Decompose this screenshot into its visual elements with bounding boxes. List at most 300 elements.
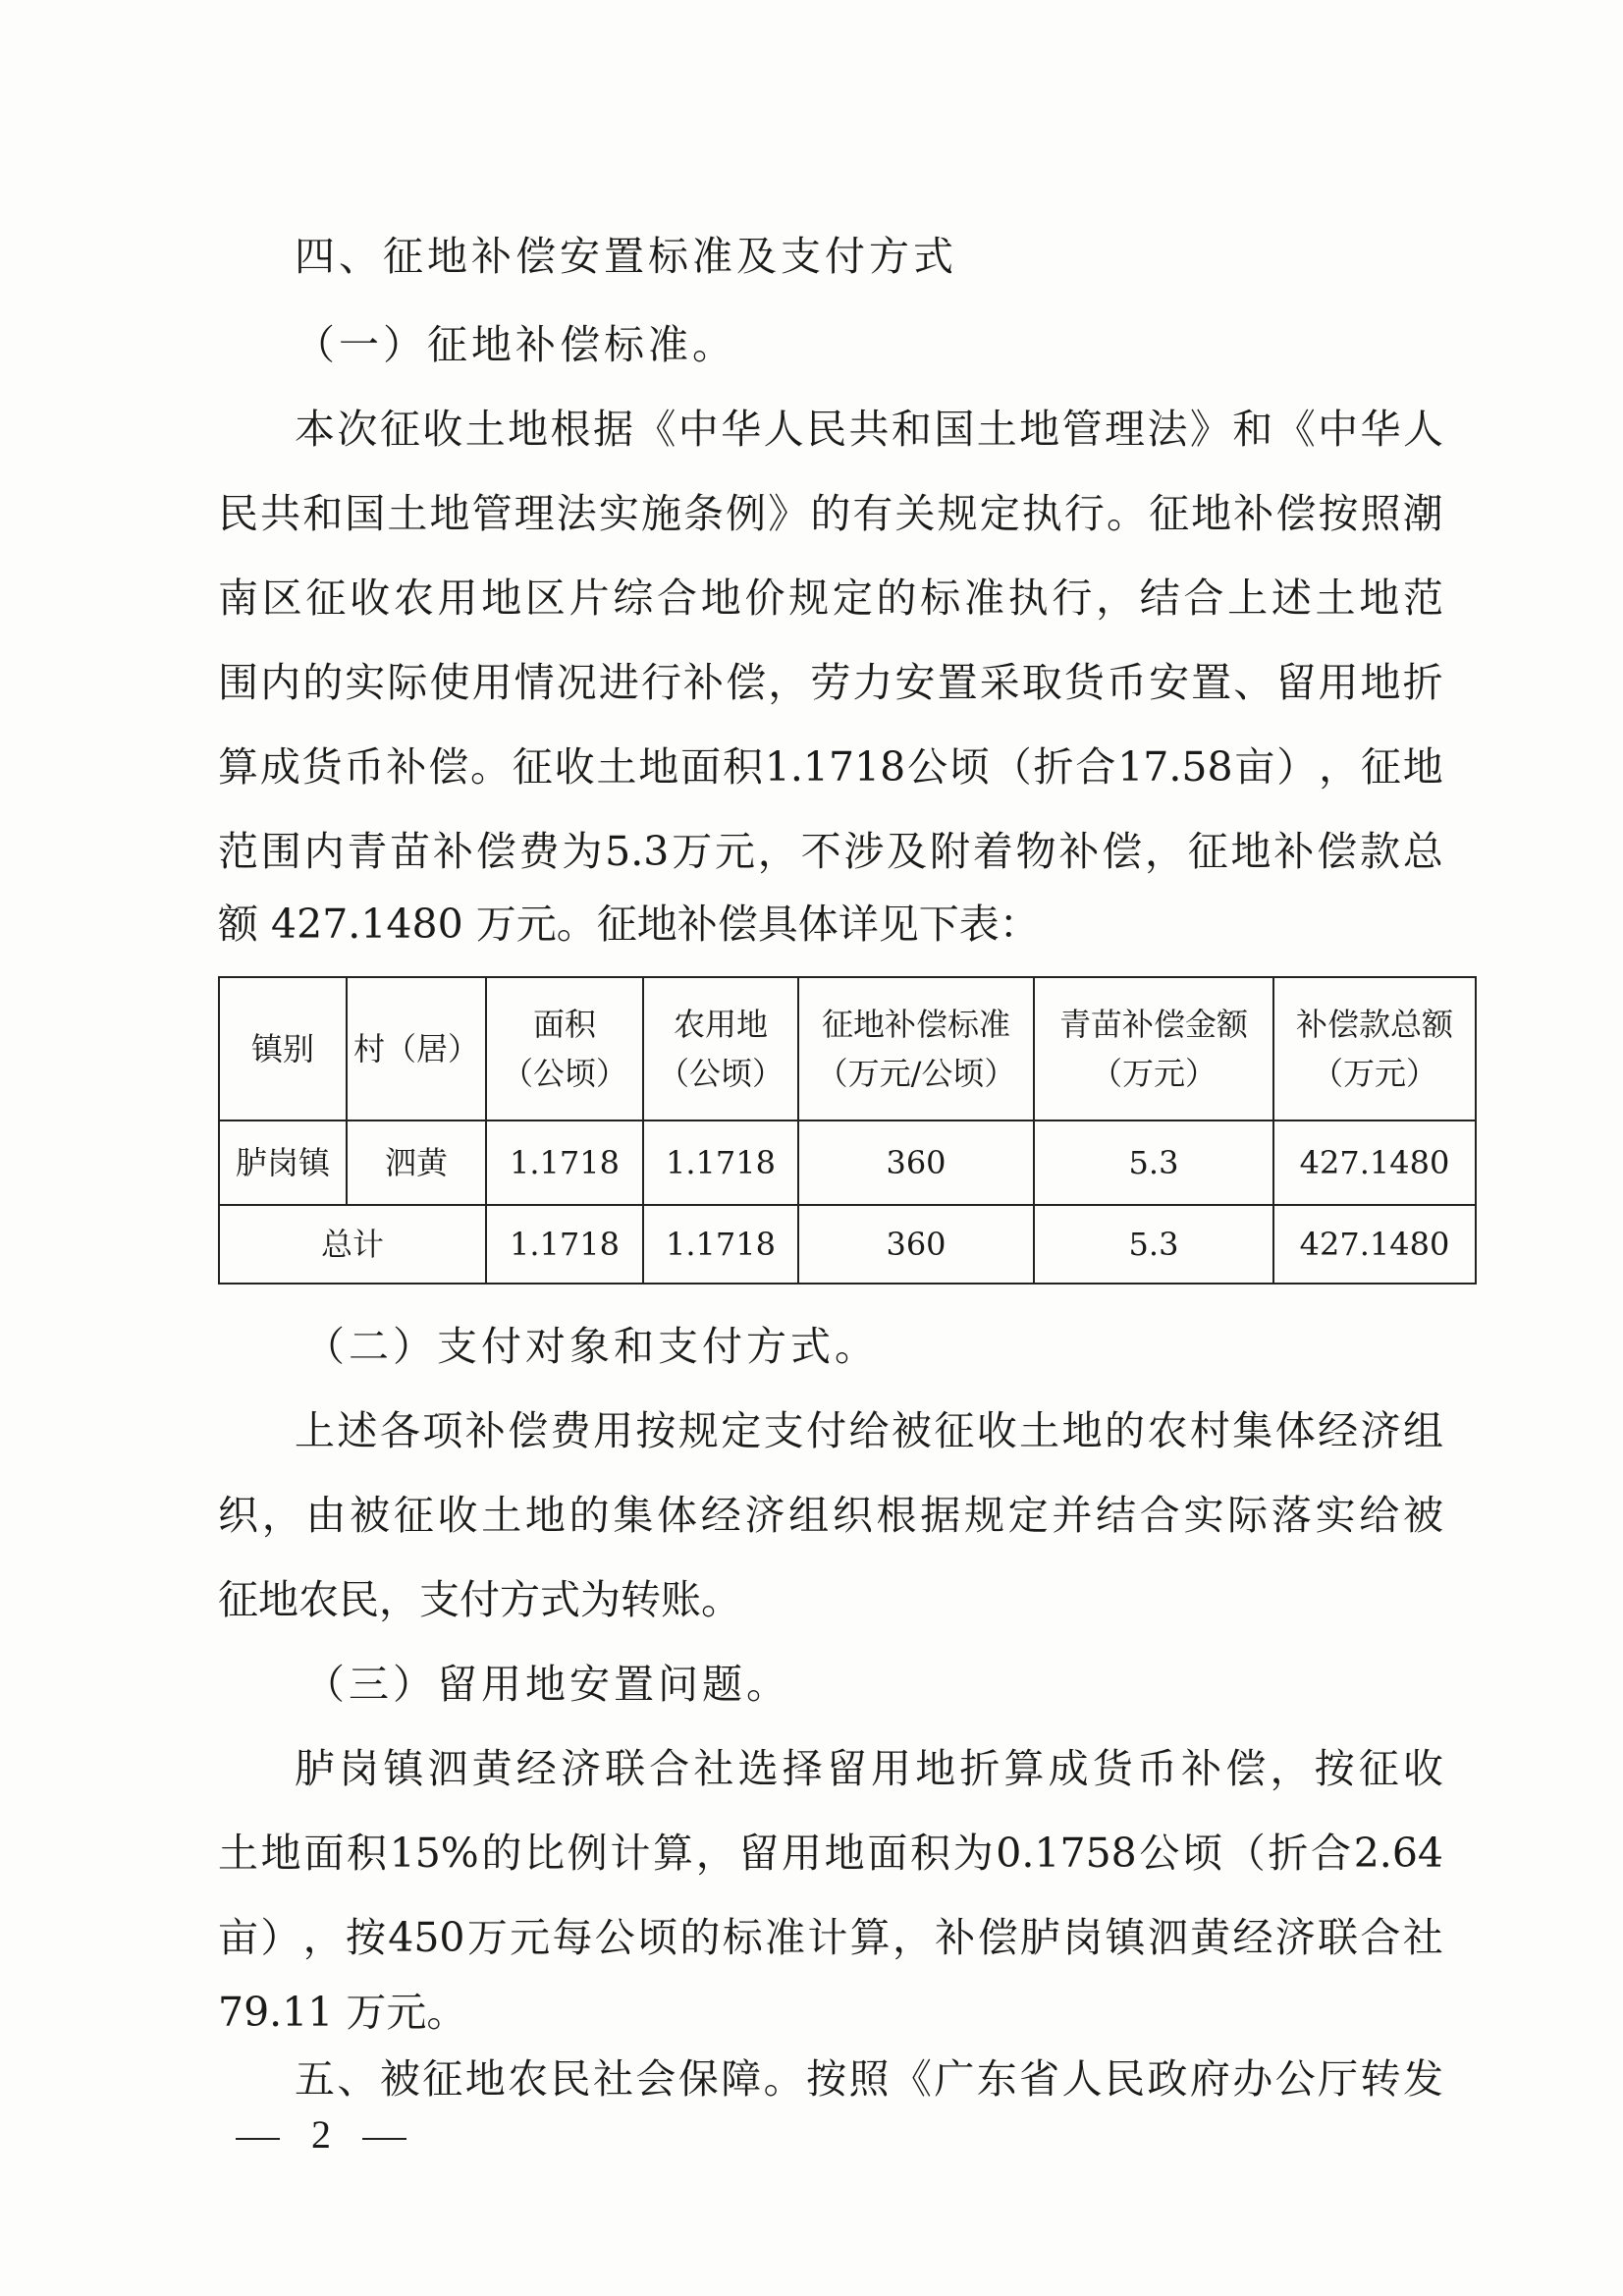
glyph: 收	[554, 743, 595, 791]
glyph: 偿	[1102, 828, 1143, 875]
glyph: 村	[1189, 1407, 1230, 1454]
glyph: 人	[1402, 406, 1443, 453]
para1-line-2	[218, 489, 1443, 538]
glyph: 公	[1139, 1830, 1180, 1877]
header-total-l1: 补偿款总额	[1295, 1006, 1453, 1043]
glyph: 照	[1360, 490, 1401, 537]
glyph: 用	[592, 1407, 633, 1454]
glyph: 17.58	[1117, 743, 1233, 791]
header-seedling	[1034, 977, 1273, 1121]
glyph: 规	[788, 574, 830, 622]
glyph: 被	[350, 1492, 391, 1539]
glyph: 范	[1402, 574, 1443, 622]
glyph: 留	[738, 1830, 780, 1877]
glyph: 有	[852, 490, 893, 537]
glyph: 《	[1274, 406, 1316, 453]
glyph: 成	[259, 743, 300, 791]
glyph: 理	[514, 490, 555, 537]
summary-label: 总计	[219, 1205, 486, 1284]
glyph: 《	[635, 406, 676, 453]
cell-area: 1.1718	[486, 1121, 643, 1205]
glyph: 比	[524, 1830, 566, 1877]
glyph: 落	[1271, 1492, 1312, 1539]
glyph: 为	[952, 1830, 994, 1877]
glyph: 准	[963, 574, 1004, 622]
glyph: 择	[782, 1745, 823, 1792]
para3-line-2	[218, 1829, 1443, 1878]
glyph: 法	[1147, 406, 1188, 453]
glyph: 支	[763, 1407, 804, 1454]
glyph: 征	[1358, 1745, 1399, 1792]
glyph: 补	[464, 1407, 506, 1454]
glyph: 顷	[1182, 1830, 1223, 1877]
glyph: 地	[260, 1830, 301, 1877]
glyph: 。	[469, 743, 511, 791]
glyph: 定	[832, 574, 873, 622]
glyph: 中	[677, 406, 719, 453]
header-area-l1: 面积	[532, 1006, 596, 1043]
glyph: 合	[1311, 1830, 1352, 1877]
glyph: 经	[1318, 1407, 1359, 1454]
glyph: ，	[1319, 743, 1360, 791]
glyph: 0.1758	[996, 1830, 1137, 1877]
glyph: ，	[1270, 1745, 1311, 1792]
glyph: 人	[763, 406, 804, 453]
glyph: 选	[737, 1745, 779, 1792]
glyph: 地	[638, 743, 679, 791]
glyph: 土	[1019, 1407, 1060, 1454]
glyph: 币	[344, 743, 385, 791]
glyph: 集	[1232, 1407, 1273, 1454]
header-total	[1273, 977, 1476, 1121]
glyph: 货	[1092, 1745, 1133, 1792]
glyph: 的	[481, 1830, 522, 1877]
glyph: 1.1718	[764, 743, 906, 791]
glyph: 》	[1189, 406, 1230, 453]
glyph: 补	[683, 659, 725, 706]
glyph: 述	[337, 1407, 378, 1454]
glyph: 区	[524, 574, 566, 622]
glyph: 征	[393, 1492, 434, 1539]
glyph: 公	[1274, 2055, 1316, 2103]
glyph: 收	[1402, 1745, 1443, 1792]
cell-standard: 360	[798, 1121, 1034, 1205]
glyph: 补	[1058, 828, 1100, 875]
summary-total: 427.1480	[1273, 1205, 1476, 1284]
glyph: 2.64	[1353, 1830, 1443, 1877]
glyph: 片	[568, 574, 610, 622]
glyph: 组	[788, 1492, 830, 1539]
glyph: 涉	[843, 828, 885, 875]
glyph: 和	[1232, 406, 1273, 453]
glyph: 面	[303, 1830, 345, 1877]
header-area	[486, 977, 643, 1121]
glyph: 条	[683, 490, 725, 537]
glyph: 置	[1191, 659, 1232, 706]
glyph: 共	[260, 490, 301, 537]
table-header-row	[219, 977, 1476, 1121]
header-farmland-l1: 农用地	[673, 1006, 768, 1043]
glyph: 被	[1402, 1492, 1443, 1539]
para2-line-2	[218, 1491, 1443, 1540]
glyph: 黄	[1190, 1914, 1231, 1961]
glyph: 国	[934, 406, 975, 453]
glyph: 实	[1183, 1492, 1224, 1539]
glyph: 规	[677, 1407, 719, 1454]
glyph: 450	[388, 1914, 465, 1961]
glyph: 土	[1315, 574, 1356, 622]
glyph: 被	[379, 2055, 420, 2103]
glyph: 土	[387, 490, 428, 537]
glyph: 规	[937, 490, 978, 537]
glyph: 上	[295, 1407, 335, 1454]
glyph: 征	[1360, 743, 1401, 791]
glyph: 按	[1314, 1745, 1355, 1792]
glyph: 合	[1139, 1492, 1180, 1539]
glyph: 的	[810, 490, 851, 537]
glyph: 的	[679, 1914, 721, 1961]
glyph: 价	[744, 574, 785, 622]
glyph: 项	[422, 1407, 463, 1454]
para1-line-6	[218, 827, 1443, 876]
glyph: 准	[765, 1914, 806, 1961]
glyph: 偿	[977, 1914, 1018, 1961]
glyph: 货	[301, 743, 343, 791]
glyph: 围	[218, 659, 258, 706]
glyph: 共	[848, 406, 890, 453]
glyph: 给	[848, 1407, 890, 1454]
glyph: 规	[963, 1492, 1004, 1539]
glyph: 管	[471, 490, 513, 537]
glyph: 民	[1105, 2055, 1146, 2103]
glyph: ，	[1144, 828, 1185, 875]
glyph: 给	[1359, 1492, 1400, 1539]
glyph: 使	[429, 659, 470, 706]
glyph: 地	[700, 574, 741, 622]
glyph: 元	[510, 1914, 551, 1961]
glyph: 范	[218, 828, 258, 875]
header-standard-l2: （万元/公顷）	[816, 1055, 1016, 1092]
table-row	[219, 1121, 1476, 1205]
glyph: 胪	[1019, 1914, 1060, 1961]
glyph: ，	[768, 659, 809, 706]
glyph: 府	[1189, 2055, 1230, 2103]
glyph: 华	[721, 406, 762, 453]
glyph: 币	[1136, 1745, 1177, 1792]
glyph: 行	[1052, 574, 1093, 622]
glyph: 15%	[389, 1830, 479, 1877]
glyph: 并	[1052, 1492, 1093, 1539]
glyph: 进	[598, 659, 639, 706]
summary-seedling: 5.3	[1034, 1205, 1273, 1284]
glyph: 国	[345, 490, 386, 537]
glyph: 和	[302, 490, 344, 537]
glyph: 际	[1227, 1492, 1269, 1539]
glyph: 根	[876, 1492, 917, 1539]
glyph: 折	[959, 1745, 1001, 1792]
glyph: 保	[677, 2055, 719, 2103]
glyph: 计	[807, 1914, 848, 1961]
glyph: 法	[556, 490, 597, 537]
glyph: 采	[979, 659, 1020, 706]
glyph: 人	[1061, 2055, 1103, 2103]
glyph: 折	[1268, 1830, 1309, 1877]
glyph: 用	[1318, 659, 1359, 706]
glyph: （	[1224, 1830, 1266, 1877]
glyph: 内	[260, 659, 301, 706]
glyph: 附	[929, 828, 970, 875]
glyph: 济	[1274, 1914, 1316, 1961]
glyph: 合	[1360, 1914, 1401, 1961]
glyph: 标	[722, 1914, 763, 1961]
glyph: 转	[1360, 2055, 1401, 2103]
glyph: 不	[800, 828, 841, 875]
header-town: 镇别	[219, 977, 347, 1121]
glyph: 征	[934, 1407, 975, 1454]
glyph: 地	[1191, 490, 1232, 537]
glyph: 地	[464, 2055, 506, 2103]
glyph: 济	[1360, 1407, 1401, 1454]
glyph: 收	[437, 1492, 478, 1539]
cell-seedling: 5.3	[1034, 1121, 1273, 1205]
glyph: 地	[915, 1745, 956, 1792]
glyph: 用	[471, 659, 513, 706]
glyph: 由	[305, 1492, 347, 1539]
glyph: 地	[508, 406, 549, 453]
summary-standard: 360	[798, 1205, 1034, 1284]
glyph: 农	[393, 574, 434, 622]
page-number: 2	[311, 2112, 331, 2157]
glyph: 征	[512, 743, 553, 791]
para1-line-1	[295, 405, 1443, 454]
glyph: 定	[1007, 1492, 1049, 1539]
glyph: 总	[1402, 828, 1443, 875]
glyph: 积	[909, 1830, 950, 1877]
glyph: 《	[891, 2055, 932, 2103]
glyph: 元	[714, 828, 755, 875]
glyph: 面	[680, 743, 722, 791]
section-four-title: 四、征地补偿安置标准及支付方式	[295, 233, 957, 280]
glyph: 例	[726, 490, 767, 537]
glyph: 况	[556, 659, 597, 706]
glyph: 根	[550, 406, 591, 453]
glyph: 及	[887, 828, 928, 875]
glyph: 结	[1096, 1492, 1137, 1539]
glyph: 实	[1315, 1492, 1356, 1539]
cell-town: 胪岗镇	[219, 1121, 347, 1205]
glyph: 省	[1019, 2055, 1060, 2103]
glyph: 执	[1021, 490, 1062, 537]
glyph: 区	[261, 574, 302, 622]
glyph: 关	[894, 490, 936, 537]
glyph: 按	[345, 1914, 386, 1961]
glyph: 置	[937, 659, 978, 706]
glyph: 公	[907, 743, 948, 791]
para1-line-4	[218, 658, 1443, 707]
glyph: 土	[596, 743, 637, 791]
glyph: 收	[976, 1407, 1017, 1454]
glyph: 岗	[1062, 1914, 1104, 1961]
glyph: 潮	[1402, 490, 1443, 537]
header-farmland-l2: （公顷）	[657, 1055, 784, 1092]
glyph: 社	[1402, 1914, 1443, 1961]
glyph: 地	[1019, 406, 1060, 453]
glyph: 费	[518, 828, 560, 875]
glyph: 结	[1139, 574, 1180, 622]
glyph: 本	[295, 406, 335, 453]
glyph: 障	[721, 2055, 762, 2103]
glyph: 合	[1183, 574, 1224, 622]
glyph: 按	[806, 2055, 847, 2103]
glyph: 地	[1061, 1407, 1103, 1454]
para3-line-3	[218, 1913, 1443, 1962]
glyph: 亩	[1234, 743, 1275, 791]
glyph: ）	[260, 1914, 301, 1961]
glyph: 厅	[1318, 2055, 1359, 2103]
glyph: 政	[1147, 2055, 1188, 2103]
glyph: 民	[550, 2055, 591, 2103]
glyph: 织	[832, 1492, 873, 1539]
glyph: 标	[920, 574, 961, 622]
glyph: 内	[303, 828, 345, 875]
glyph: 取	[1021, 659, 1062, 706]
glyph: 管	[1061, 406, 1103, 453]
para2-line-1	[295, 1406, 1443, 1455]
glyph: 计	[610, 1830, 651, 1877]
glyph: 经	[1232, 1914, 1273, 1961]
para1-line-7: 额 427.1480 万元。征地补偿具体详见下表：	[218, 901, 1040, 948]
glyph: 的	[302, 659, 344, 706]
glyph: 织	[218, 1492, 258, 1539]
glyph: 合	[657, 574, 698, 622]
glyph: 合	[649, 1745, 690, 1792]
glyph: 青	[347, 828, 388, 875]
glyph: 安	[1149, 659, 1190, 706]
para3-line-4: 79.11 万元。	[218, 1989, 467, 2036]
cell-village: 泗黄	[347, 1121, 486, 1205]
glyph: 币	[1106, 659, 1147, 706]
glyph: 物	[1015, 828, 1056, 875]
glyph: （	[991, 743, 1032, 791]
glyph: 地	[1402, 743, 1443, 791]
glyph: 地	[524, 1492, 566, 1539]
glyph: 联	[1318, 1914, 1359, 1961]
para3-line-1	[295, 1744, 1443, 1793]
glyph: 综	[613, 574, 654, 622]
glyph: 理	[1105, 406, 1146, 453]
glyph: 征	[422, 2055, 463, 2103]
glyph: 济	[560, 1745, 601, 1792]
glyph: ）	[1276, 743, 1318, 791]
table-summary-row	[219, 1205, 1476, 1284]
glyph: 发	[1402, 2055, 1443, 2103]
glyph: 地	[1230, 828, 1271, 875]
glyph: 办	[1232, 2055, 1273, 2103]
glyph: 述	[1271, 574, 1312, 622]
glyph: 泗	[1147, 1914, 1188, 1961]
glyph: 万	[672, 828, 713, 875]
glyph: 算	[849, 1914, 891, 1961]
glyph: 积	[346, 1830, 387, 1877]
cell-farmland: 1.1718	[643, 1121, 798, 1205]
glyph: 顷	[637, 1914, 678, 1961]
glyph: 按	[635, 1407, 676, 1454]
glyph: 合	[1075, 743, 1116, 791]
header-seedling-l1: 青苗补偿金额	[1058, 1006, 1248, 1043]
glyph: 行	[640, 659, 681, 706]
glyph: 中	[1318, 406, 1359, 453]
glyph: 算	[653, 1830, 694, 1877]
glyph: 折	[1033, 743, 1074, 791]
glyph: 用	[437, 574, 478, 622]
para2-line-3: 征地农民，支付方式为转账。	[218, 1576, 741, 1623]
glyph: 土	[218, 1830, 258, 1877]
glyph: 货	[1063, 659, 1105, 706]
glyph: 顷	[948, 743, 990, 791]
glyph: 、	[337, 2055, 378, 2103]
glyph: 补	[935, 1914, 976, 1961]
glyph: 5.3	[605, 828, 670, 875]
glyph: 折	[1402, 659, 1443, 706]
glyph: 组	[1402, 1407, 1443, 1454]
glyph: 济	[744, 1492, 785, 1539]
footer-dash-right	[362, 2138, 406, 2140]
glyph: ，	[695, 1830, 736, 1877]
header-farmland	[643, 977, 798, 1121]
glyph: 岗	[339, 1745, 380, 1792]
header-village: 村（居）	[347, 977, 486, 1121]
glyph: 补	[432, 828, 473, 875]
glyph: 体	[1274, 1407, 1316, 1454]
glyph: 每	[552, 1914, 593, 1961]
glyph: 民	[218, 490, 258, 537]
glyph: 收	[350, 574, 391, 622]
header-standard	[798, 977, 1034, 1121]
glyph: 和	[891, 406, 932, 453]
glyph: 征	[379, 406, 420, 453]
glyph: 定	[721, 1407, 762, 1454]
glyph: 款	[1359, 828, 1400, 875]
glyph: 留	[826, 1745, 867, 1792]
glyph: 算	[1003, 1745, 1045, 1792]
glyph: ，	[302, 1914, 344, 1961]
glyph: 》	[768, 490, 809, 537]
glyph: 征	[1187, 828, 1228, 875]
glyph: 联	[605, 1745, 646, 1792]
glyph: 补	[386, 743, 427, 791]
glyph: 施	[640, 490, 681, 537]
glyph: 算	[218, 743, 258, 791]
section-five-line	[295, 2054, 1443, 2104]
footer-dash-left	[236, 2138, 280, 2140]
glyph: 土	[976, 406, 1017, 453]
compensation-table	[218, 976, 1477, 1285]
page-footer	[236, 2111, 406, 2158]
glyph: 万	[466, 1914, 508, 1961]
glyph: 。	[1106, 490, 1147, 537]
glyph: 留	[1275, 659, 1317, 706]
glyph: 用	[782, 1830, 823, 1877]
glyph: 偿	[726, 659, 767, 706]
glyph: 补	[1233, 490, 1274, 537]
sub-two-title: （二）支付对象和支付方式。	[304, 1323, 879, 1370]
glyph: 社	[693, 1745, 734, 1792]
glyph: 。	[763, 2055, 804, 2103]
glyph: 实	[598, 490, 639, 537]
glyph: ，	[892, 1914, 933, 1961]
glyph: 力	[852, 659, 893, 706]
glyph: 被	[891, 1407, 932, 1454]
